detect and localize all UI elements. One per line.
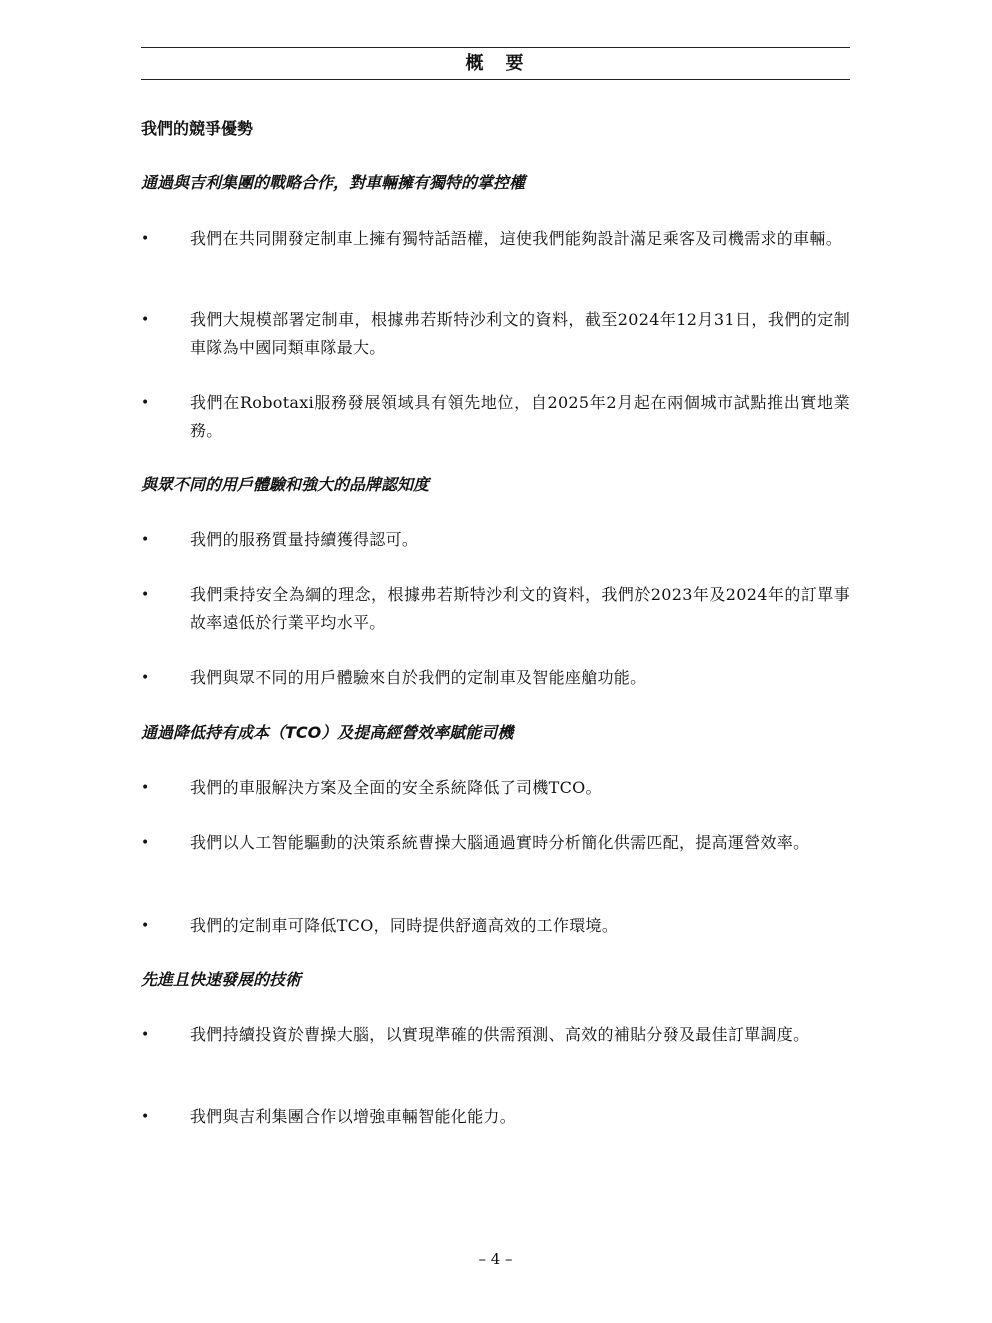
bullet-icon: • <box>141 670 150 686</box>
list-item-text: 我們與吉利集團合作以增強車輛智能化能力。 <box>190 1107 517 1126</box>
bullet-icon: • <box>141 587 150 603</box>
bullet-icon: • <box>141 835 150 851</box>
subsection-heading-2: 與眾不同的用戶體驗和強大的品牌認知度 <box>141 475 430 494</box>
header-bottom-rule <box>141 79 850 80</box>
subsection-heading-3: 通過降低持有成本（TCO）及提高經營效率賦能司機 <box>141 723 514 742</box>
bullet-icon: • <box>141 1109 150 1125</box>
list-item-text: 我們的服務質量持續獲得認可。 <box>190 530 419 549</box>
document-page <box>141 0 850 1323</box>
header-top-rule <box>141 47 850 48</box>
list-item-text: 我們秉持安全為綱的理念，根據弗若斯特沙利文的資料，我們於2023年及2024年的訂單事故率遠低於行業平均水平。 <box>190 585 850 632</box>
list-item-text: 我們持續投資於曹操大腦，以實現準確的供需預測、高效的補貼分發及最佳訂單調度。 <box>190 1025 810 1044</box>
bullet-icon: • <box>141 395 150 411</box>
page-title: 概 要 <box>465 53 526 74</box>
subsection-heading-4: 先進且快速發展的技術 <box>141 970 302 989</box>
bullet-icon: • <box>141 1027 150 1043</box>
bullet-icon: • <box>141 312 150 328</box>
list-item-text: 我們與眾不同的用戶體驗來自於我們的定制車及智能座艙功能。 <box>190 668 647 687</box>
subsection-heading-1: 通過與吉利集團的戰略合作，對車輛擁有獨特的掌控權 <box>141 173 526 192</box>
bullet-icon: • <box>141 780 150 796</box>
bullet-icon: • <box>141 532 150 548</box>
page-number: – 4 – <box>478 1250 513 1268</box>
list-item-text: 我們大規模部署定制車，根據弗若斯特沙利文的資料，截至2024年12月31日，我們的定制車隊為中國同類車隊最大。 <box>190 310 850 357</box>
list-item-text: 我們以人工智能驅動的決策系統曹操大腦通過實時分析簡化供需匹配，提高運營效率。 <box>190 833 810 852</box>
section-heading: 我們的競爭優勢 <box>141 119 254 138</box>
list-item-text: 我們在Robotaxi服務發展領域具有領先地位，自2025年2月起在兩個城市試點推出實地業務。 <box>190 393 850 440</box>
bullet-icon: • <box>141 918 150 934</box>
list-item-text: 我們的定制車可降低TCO，同時提供舒適高效的工作環境。 <box>190 916 619 935</box>
list-item-text: 我們在共同開發定制車上擁有獨特話語權，這使我們能夠設計滿足乘客及司機需求的車輛。 <box>190 229 843 248</box>
list-item-text: 我們的車服解決方案及全面的安全系統降低了司機TCO。 <box>190 778 602 797</box>
bullet-icon: • <box>141 231 150 247</box>
